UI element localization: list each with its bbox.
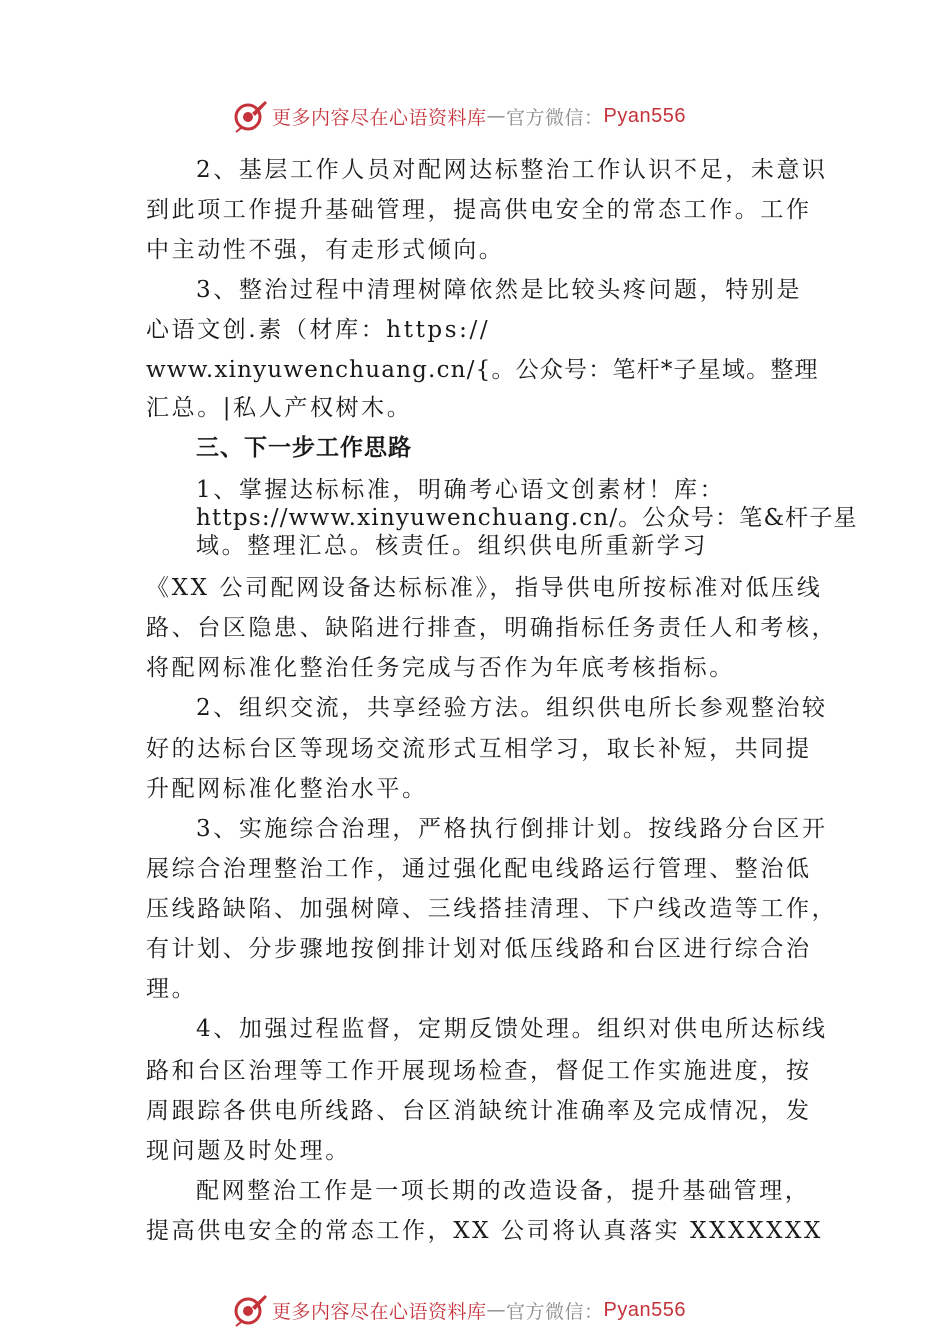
text-line: 配网整治工作是一项长期的改造设备，提升基础管理， <box>196 1178 811 1204</box>
text-line: 2、组织交流，共享经验方法。组织供电所长参观整治较 <box>196 695 828 721</box>
text-line: www.xinyuwenchuang.cn/{。公众号：笔杆*子星域。整理 <box>146 357 819 383</box>
pen-logo-icon <box>232 1292 268 1328</box>
text-line: 理。 <box>146 976 198 1002</box>
banner-main-text: 更多内容尽在心语资料库 <box>272 106 487 129</box>
text-line: 《XX 公司配网设备达标标准》，指导供电所按标准对低压线 <box>146 575 823 601</box>
banner-account: Pyan556 <box>603 104 686 127</box>
banner-label: 官方微信： <box>506 1300 604 1323</box>
text-line: 中主动性不强，有走形式倾向。 <box>146 237 505 263</box>
text-line: 4、加强过程监督，定期反馈处理。组织对供电所达标线 <box>196 1016 828 1042</box>
text-line: 1、掌握达标标准，明确考心语文创素材！库： <box>196 477 726 503</box>
text-line: 展综合治理整治工作，通过强化配电线路运行管理、整治低 <box>146 856 812 882</box>
text-line: 到此项工作提升基础管理，提高供电安全的常态工作。工作 <box>146 197 812 223</box>
banner-label: 官方微信： <box>506 106 604 129</box>
section-heading: 三、下一步工作思路 <box>196 435 412 461</box>
text-line: 有计划、分步骤地按倒排计划对低压线路和台区进行综合治 <box>146 936 812 962</box>
text-line: 提高供电安全的常态工作，XX 公司将认真落实 XXXXXXX <box>146 1218 823 1244</box>
text-line: 将配网标准化整治任务完成与否作为年底考核指标。 <box>146 655 735 681</box>
text-line: https://www.xinyuwenchuang.cn/。公众号：笔&杆子星 <box>196 505 858 531</box>
banner-main-text: 更多内容尽在心语资料库 <box>272 1300 487 1323</box>
banner-account: Pyan556 <box>603 1298 686 1321</box>
text-line: 心语文创.素（材库：https:// <box>146 317 491 343</box>
text-line: 3、实施综合治理，严格执行倒排计划。按线路分台区开 <box>196 816 828 842</box>
text-line: 路、台区隐患、缺陷进行排查，明确指标任务责任人和考核， <box>146 615 838 641</box>
text-line: 升配网标准化整治水平。 <box>146 776 428 802</box>
pen-logo-icon <box>232 98 268 134</box>
text-line: 2、基层工作人员对配网达标整治工作认识不足，未意识 <box>196 157 828 183</box>
text-line: 压线路缺陷、加强树障、三线搭挂清理、下户线改造等工作， <box>146 896 838 922</box>
footer-banner <box>232 1290 732 1330</box>
text-line: 好的达标台区等现场交流形式互相学习，取长补短，共同提 <box>146 736 812 762</box>
text-line: 3、整治过程中清理树障依然是比较头疼问题，特别是 <box>196 277 803 303</box>
text-line: 汇总。|私人产权树木。 <box>146 395 413 421</box>
banner-dash: — <box>486 1299 507 1321</box>
text-line: 现问题及时处理。 <box>146 1138 351 1164</box>
banner-dash: — <box>486 105 507 127</box>
text-line: 周跟踪各供电所线路、台区消缺统计准确率及完成情况，发 <box>146 1098 812 1124</box>
text-line: 路和台区治理等工作开展现场检查，督促工作实施进度，按 <box>146 1058 812 1084</box>
header-banner <box>232 96 732 136</box>
text-line: 域。整理汇总。核责任。组织供电所重新学习 <box>196 533 708 559</box>
